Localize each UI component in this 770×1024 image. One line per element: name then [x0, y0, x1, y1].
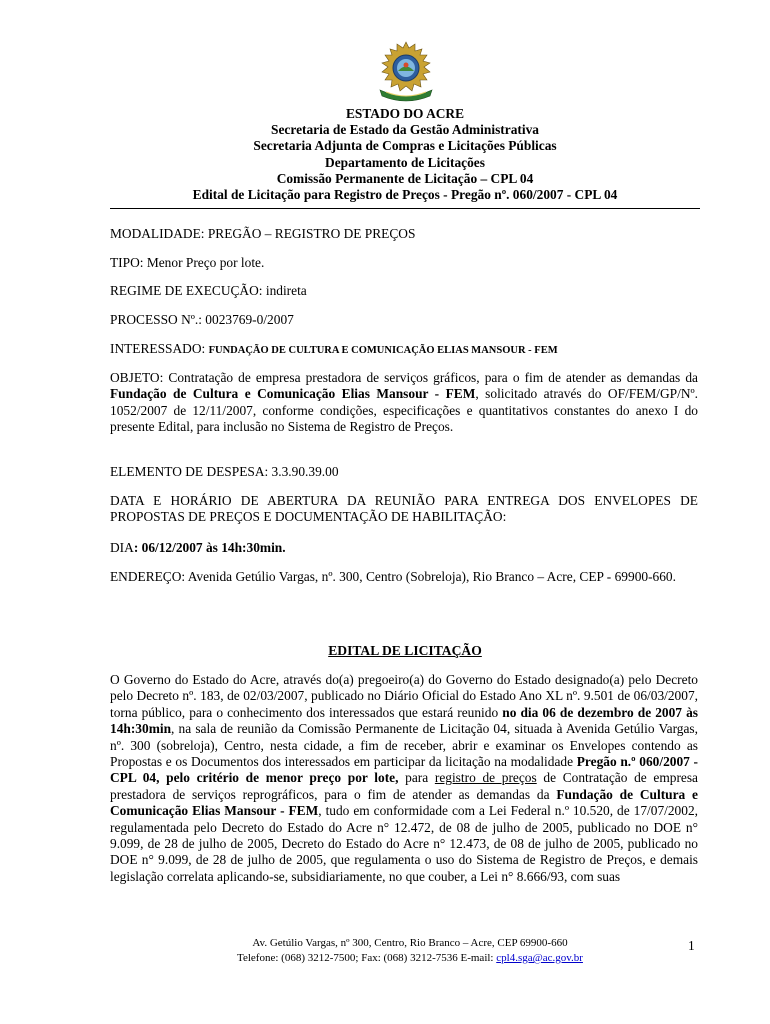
edital-text-1: O Governo do Estado do Acre, através do(a) pregoeiro(a) do Governo do Estado designado(a) pelo Decreto pelo Decreto nº. 183, de 02/03/2007, publicado no Diário Oficial do Estado Ano XL nº. 9.501 de 06/03/2007, torna público, para o conhecimento dos interessados que estará reunido [110, 672, 698, 720]
header-divider [110, 208, 700, 209]
footer-email-link[interactable]: cpl4.sga@ac.gov.br [496, 952, 583, 964]
field-endereco: ENDEREÇO: Avenida Getúlio Vargas, nº. 300, Centro (Sobreloja), Rio Branco – Acre, CEP - 69900-660. [110, 569, 676, 584]
footer-phone: Telefone: (068) 3212-7500; Fax: (068) 3212-7536 E-mail: [237, 952, 497, 964]
dia-value: : 06/12/2007 às 14h:30min. [133, 540, 286, 555]
state-coat-of-arms-icon [366, 40, 446, 108]
field-processo: PROCESSO Nº.: 0023769-0/2007 [110, 312, 294, 327]
page-number: 1 [688, 938, 695, 953]
edital-text-4: de Contratação de empresa prestadora de serviços reprográficos, para o fim de atender as demandas da [110, 770, 699, 802]
edital-criterio: , pelo critério de menor preço por lote, [156, 770, 399, 786]
document-header [110, 106, 700, 203]
field-tipo: TIPO: Menor Preço por lote. [110, 255, 265, 270]
edital-registro-precos: registro de preços [434, 770, 537, 786]
header-state: ESTADO DO ACRE [345, 106, 465, 121]
field-data-horario: DATA E HORÁRIO DE ABERTURA DA REUNIÃO PARA ENTREGA DOS ENVELOPES DE PROPOSTAS DE PREÇOS E DOCUMENTAÇÃO DE HABILITAÇÃO: [110, 493, 698, 525]
page-footer [160, 936, 660, 966]
field-modalidade: MODALIDADE: PREGÃO – REGISTRO DE PREÇOS [110, 226, 416, 241]
edital-section-title: EDITAL DE LICITAÇÃO [328, 643, 482, 658]
field-objeto [110, 370, 698, 436]
objeto-text-1: OBJETO: Contratação de empresa prestadora de serviços gráficos, para o fim de atender as demandas da [110, 370, 698, 385]
edital-pregao-number: Pregão n.º 060/2007 - CPL 04 [110, 754, 699, 786]
header-comissao: Comissão Permanente de Licitação – CPL 04 [276, 170, 534, 186]
header-departamento: Departamento de Licitações [325, 154, 485, 170]
edital-date: no dia 06 de dezembro de 2007 às 14h:30min [110, 704, 698, 737]
footer-address: Av. Getúlio Vargas, nº 300, Centro, Rio Branco – Acre, CEP 69900-660 [252, 937, 568, 949]
footer-contact [160, 951, 660, 966]
field-elemento: ELEMENTO DE DESPESA: 3.3.90.39.00 [110, 464, 339, 479]
header-secretaria-adjunta: Secretaria Adjunta de Compras e Licitações Públicas [253, 138, 557, 154]
edital-text-2: , na sala de reunião da Comissão Permanente de Licitação 04, situada à Avenida Getúlio Vargas, nº. 300 (sobreloja), Centro, nesta cidade, a fim de receber, abrir e examinar os Envelopes contendo as Propostas e os Documentos dos interessados em participar da licitação na modalidade [110, 721, 698, 770]
field-regime: REGIME DE EXECUÇÃO: indireta [110, 283, 307, 298]
edital-entity: Fundação de Cultura e Comunicação Elias Mansour - FEM [110, 786, 698, 819]
dia-label: DIA [110, 540, 134, 555]
header-edital-title: Edital de Licitação para Registro de Preços - Pregão nº. 060/2007 - CPL 04 [192, 187, 618, 203]
field-interessado [110, 341, 698, 360]
edital-text-5: , tudo em conformidade com a Lei Federal n.º 10.520, de 17/07/2002, regulamentada pelo Decreto do Estado do Acre n° 12.472, de 08 de julho de 2005, publicado no DOE n° 9.099, de 28 de julho de 2005, Decreto do Estado do Acre n° 12.473, de 08 de julho de 2005, publicado no DOE n° 9.099, de 28 de julho de 2005, que regulamenta o uso do Sistema de Registro de Preços, e demais legislação correlata aplicando-se, subsidiariamente, no que couber, a Lei n° 8.666/93, com suas [110, 803, 698, 884]
edital-text-3: para [398, 770, 435, 786]
header-secretaria: Secretaria de Estado da Gestão Administrativa [271, 122, 539, 138]
objeto-text-2: , solicitado através do OF/FEM/GP/Nº. 1052/2007 de 12/11/2007, conforme condições, especificações e quantitativos constantes do anexo I do presente Edital, para inclusão no Sistema de Registro de Preços. [110, 386, 699, 435]
interessado-value: FUNDAÇÃO DE CULTURA E COMUNICAÇÃO ELIAS MANSOUR - FEM [208, 345, 558, 356]
interessado-label: INTERESSADO: [110, 341, 209, 356]
edital-body-paragraph [110, 672, 698, 885]
field-dia [110, 540, 698, 557]
objeto-entity: Fundação de Cultura e Comunicação Elias Mansour - FEM [110, 386, 476, 402]
